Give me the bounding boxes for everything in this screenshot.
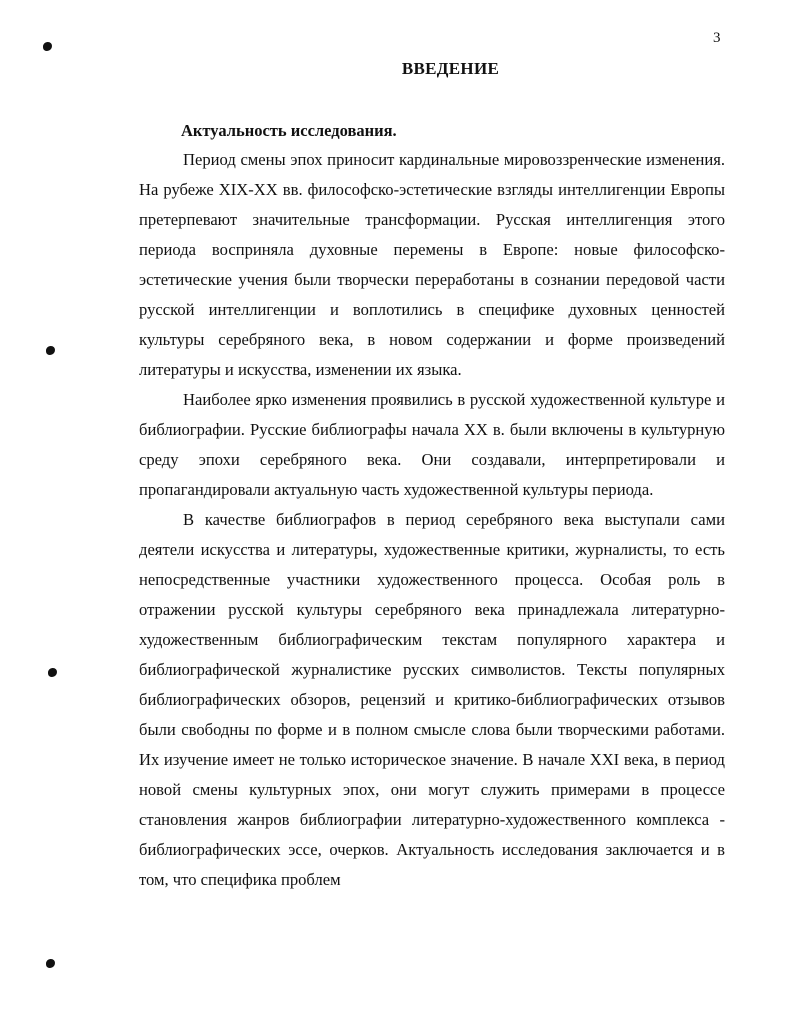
page-number: 3 [713,30,721,46]
scan-mark-dot [43,42,52,51]
body-text [139,145,725,895]
paragraph: Наиболее ярко изменения проявились в русской художественной культуре и библиографии. Русские библиографы начала XX в. были включены в культурную среду эпохи серебряного века. Они создавали, интерпретировали и пропагандировали актуальную часть художественной культуры периода. [139,390,725,499]
paragraph: В качестве библиографов в период серебряного века выступали сами деятели искусства и литературы, художественные критики, журналисты, то есть непосредственные участники художественного процесса. Особая роль в отражении русской культуры серебряного века принадлежала литературно-художественным библиографическим текстам популярного характера и библиографической журналистике русских символистов. Тексты популярных библиографических обзоров, рецензий и критико-библиографических отзывов были свободны по форме и в полном смысле слова были творческими работами. Их изучение имеет не только историческое значение. В начале XXI века, в период новой смены культурных эпох, они могут служить примерами в процессе становления жанров библиографии литературно-художественного комплекса - библиографических эссе, очерков. Актуальность исследования заключается и в том, что специфика проблем [139,510,725,889]
scan-mark-dot [48,668,57,677]
scan-mark-dot [46,346,55,355]
section-heading: Актуальность исследования. [181,121,397,140]
scan-mark-dot [46,959,55,968]
page-title: ВВЕДЕНИЕ [401,59,500,78]
paragraph: Период смены эпох приносит кардинальные мировоззренческие изменения. На рубеже XIX-XX вв. философско-эстетические взгляды интеллигенции Европы претерпевают значительные трансформации. Русская интеллигенция этого периода восприняла духовные перемены в Европе: новые философско-эстетические учения были творчески переработаны в сознании передовой части русской интеллигенции и воплотились в специфике духовных ценностей культуры серебряного века, в новом содержании и форме произведений литературы и искусства, изменении их языка. [139,150,725,379]
